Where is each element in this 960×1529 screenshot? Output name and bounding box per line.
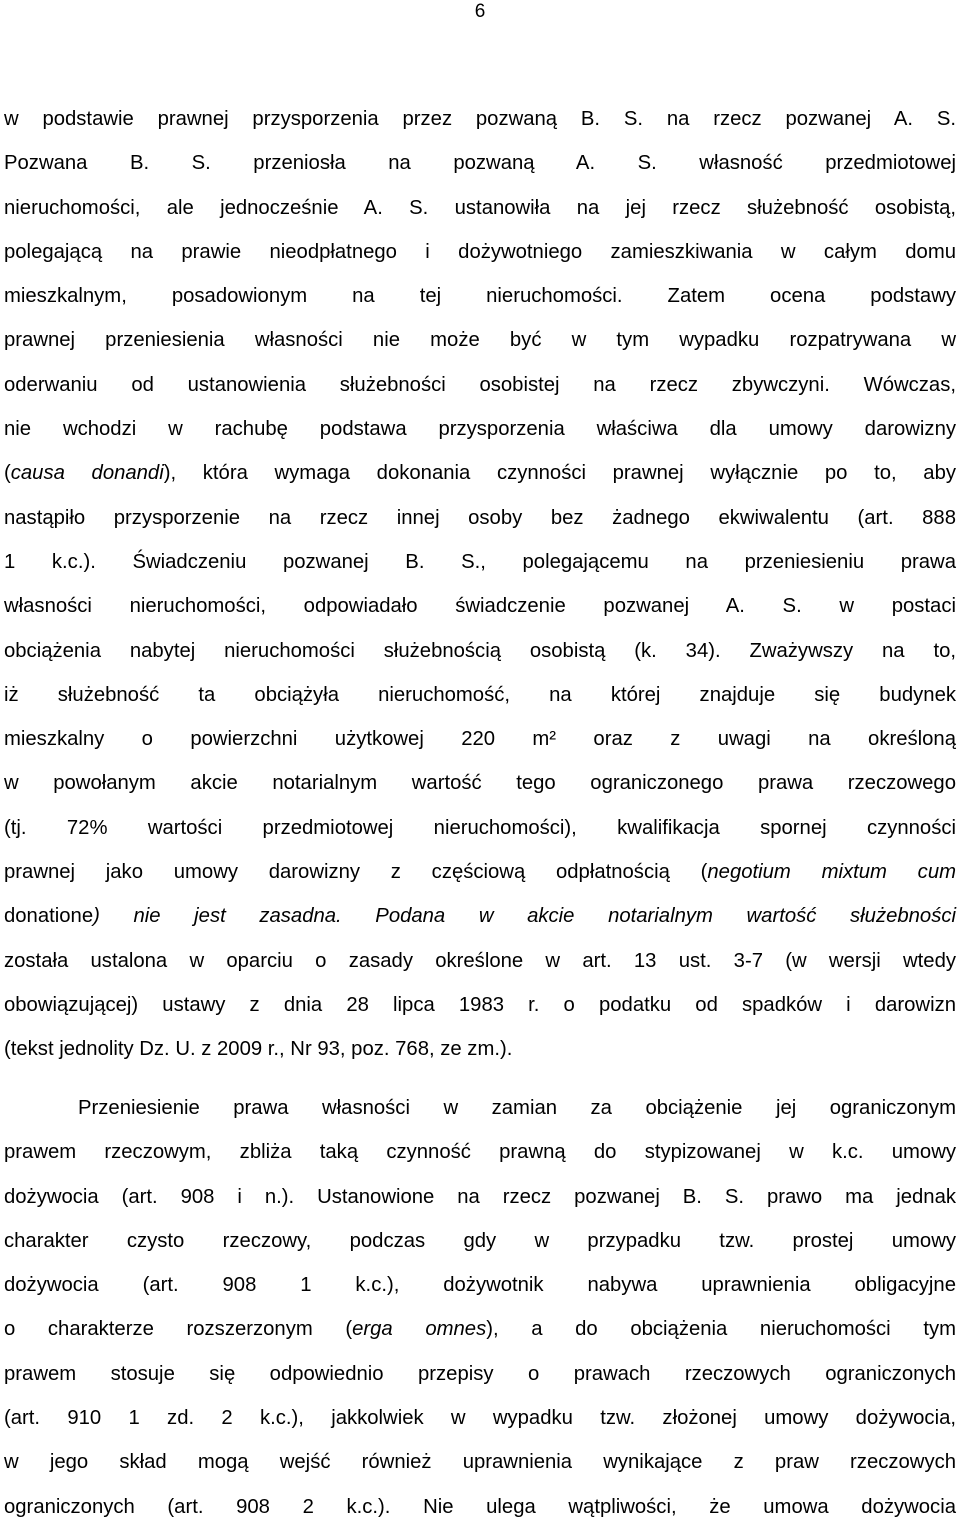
text-line: w jego skład mogą wejść również uprawnienia wynikające z praw rzeczowych — [4, 1451, 956, 1474]
paragraph-1 — [4, 97, 956, 1072]
text-line: obciążenia nabytej nieruchomości służebnością osobistą (k. 34). Zważywszy na to, — [4, 639, 956, 662]
text-line: nie wchodzi w rachubę podstawa przysporzenia właściwa dla umowy darowizny — [4, 418, 956, 441]
text-line: nieruchomości, ale jednocześnie A. S. ustanowiła na jej rzecz służebność osobistą, — [4, 196, 956, 219]
text-line: (art. 910 1 zd. 2 k.c.), jakkolwiek w wypadku tzw. złożonej umowy dożywocia, — [4, 1407, 956, 1430]
text-line: oderwaniu od ustanowienia służebności osobistej na rzecz zbywczyni. Wówczas, — [4, 373, 956, 396]
text-line: polegającą na prawie nieodpłatnego i dożywotniego zamieszkiwania w całym domu — [4, 240, 956, 263]
text-line: prawem stosuje się odpowiednio przepisy o prawach rzeczowych ograniczonych — [4, 1362, 956, 1385]
text-line: została ustalona w oparciu o zasady określone w art. 13 ust. 3-7 (w wersji wtedy — [4, 949, 956, 972]
italic-term: erga omnes — [352, 1318, 487, 1341]
text-line: mieszkalnym, posadowionym na tej nieruchomości. Zatem ocena podstawy — [4, 285, 956, 308]
text-line: (causa donandi), która wymaga dokonania czynności prawnej wyłącznie po to, aby — [4, 462, 956, 485]
text-line: dożywocia (art. 908 1 k.c.), dożywotnik nabywa uprawnienia obligacyjne — [4, 1274, 956, 1297]
text-line: iż służebność ta obciążyła nieruchomość, na której znajduje się budynek — [4, 683, 956, 706]
italic-term: ) nie jest zasadna. Podana w akcie notarialnym wartość służebności — [93, 905, 956, 928]
paragraph-2 — [4, 1086, 956, 1529]
text-line: nastąpiło przysporzenie na rzecz innej osoby bez żadnego ekwiwalentu (art. 888 — [4, 506, 956, 529]
text-line: (tj. 72% wartości przedmiotowej nieruchomości), kwalifikacja spornej czynności — [4, 816, 956, 839]
text-line: w powołanym akcie notarialnym wartość tego ograniczonego prawa rzeczowego — [4, 772, 956, 795]
text-line: własności nieruchomości, odpowiadało świadczenie pozwanej A. S. w postaci — [4, 595, 956, 618]
text-line: mieszkalny o powierzchni użytkowej 220 m² oraz z uwagi na określoną — [4, 728, 956, 751]
text-line: Pozwana B. S. przeniosła na pozwaną A. S. własność przedmiotowej — [4, 152, 956, 175]
text-line: dożywocia (art. 908 i n.). Ustanowione na rzecz pozwanej B. S. prawo ma jednak — [4, 1185, 956, 1208]
text-line: w podstawie prawnej przysporzenia przez pozwaną B. S. na rzecz pozwanej A. S. — [4, 108, 956, 130]
text-line: charakter czysto rzeczowy, podczas gdy w przypadku tzw. prostej umowy — [4, 1229, 956, 1252]
text-line: obowiązującej) ustawy z dnia 28 lipca 1983 r. o podatku od spadków i darowizn — [4, 993, 956, 1016]
text-line: prawem rzeczowym, zbliża taką czynność prawną do stypizowanej w k.c. umowy — [4, 1141, 956, 1164]
text-line: 1 k.c.). Świadczeniu pozwanej B. S., polegającemu na przeniesieniu prawa — [4, 550, 956, 573]
text-line: ograniczonych (art. 908 2 k.c.). Nie ulega wątpliwości, że umowa dożywocia — [4, 1495, 956, 1518]
text-line: donatione) nie jest zasadna. Podana w akcie notarialnym wartość służebności — [4, 905, 956, 928]
italic-term: negotium mixtum cum — [707, 861, 956, 884]
text-line: prawnej jako umowy darowizny z częściową odpłatnością (negotium mixtum cum — [4, 861, 956, 884]
text-line: Przeniesienie prawa własności w zamian za obciążenie jej ograniczonym — [78, 1097, 956, 1119]
text-line: (tekst jednolity Dz. U. z 2009 r., Nr 93, poz. 768, ze zm.). — [4, 1038, 513, 1061]
page-number: 6 — [474, 1, 486, 22]
text-line: o charakterze rozszerzonym (erga omnes), a do obciążenia nieruchomości tym — [4, 1318, 956, 1341]
text-line: prawnej przeniesienia własności nie może być w tym wypadku rozpatrywana w — [4, 329, 956, 352]
italic-term: causa donandi — [10, 462, 164, 485]
